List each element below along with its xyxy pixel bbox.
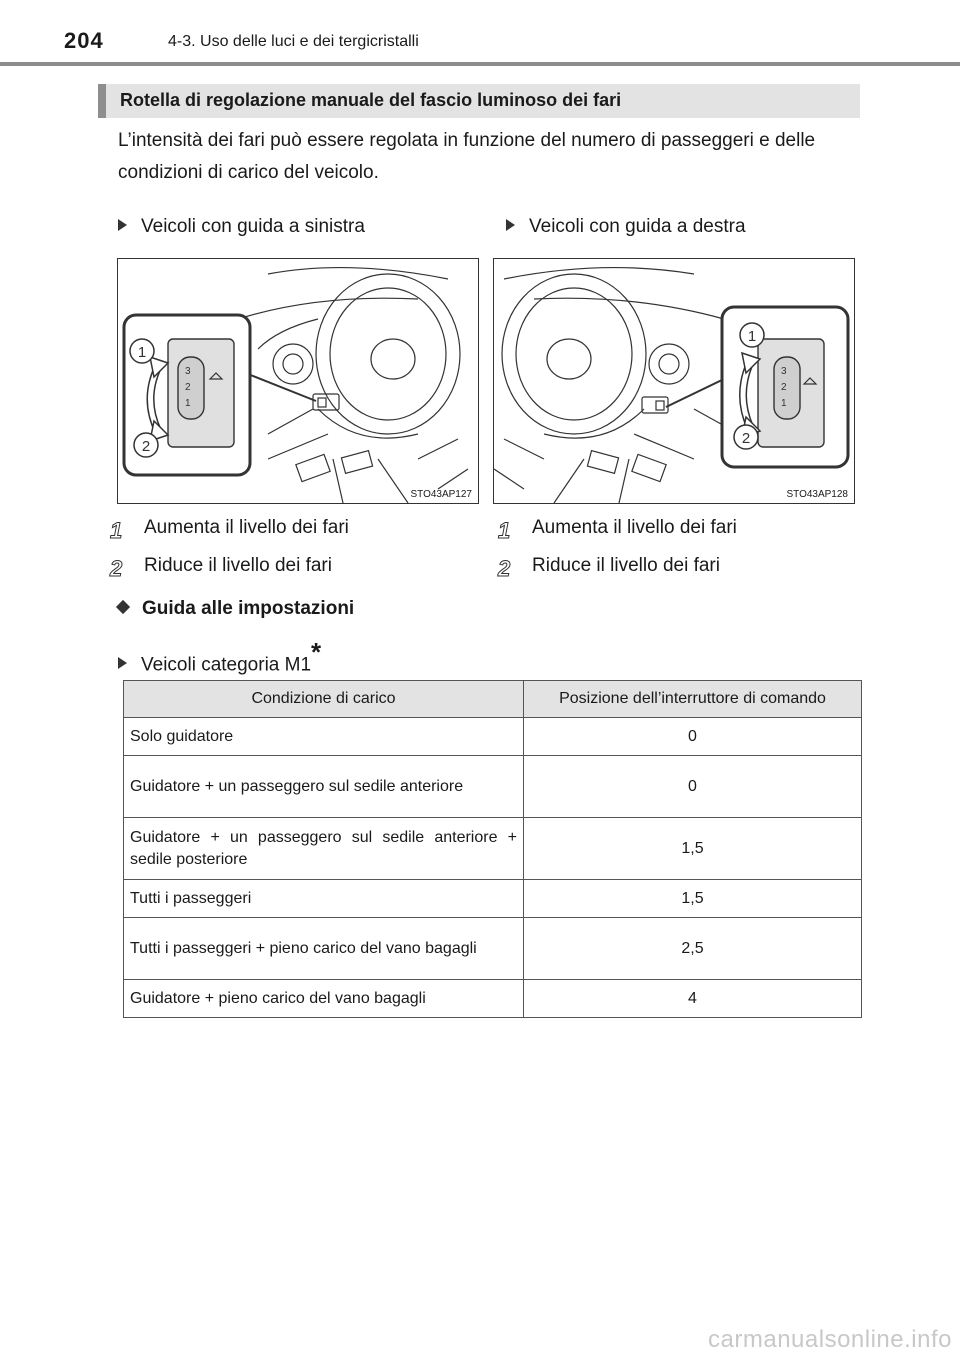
legend-number: 2	[498, 556, 511, 581]
left-hand-drive-caption	[118, 216, 365, 238]
right-hand-drive-caption	[506, 216, 746, 238]
svg-text:3: 3	[185, 366, 191, 377]
table-row	[124, 880, 862, 918]
dashboard-drawing	[494, 259, 854, 503]
condition-cell: Tutti i passeggeri	[124, 880, 524, 918]
position-cell: 4	[524, 980, 862, 1018]
table-row	[124, 718, 862, 756]
svg-text:1: 1	[781, 398, 787, 409]
settings-guide-heading-text: Guida alle impostazioni	[142, 598, 355, 619]
intro-paragraph: L’intensità dei fari può essere regolata in funzione del numero di passeggeri e delle condizioni di carico del veicolo.	[118, 130, 816, 183]
legend-text: Aumenta il livello dei fari	[144, 517, 349, 538]
watermark: carmanualsonline.info	[708, 1326, 952, 1353]
triangle-bullet-icon	[118, 219, 127, 231]
footnote-asterisk: *	[311, 637, 322, 667]
table-header-row	[124, 681, 862, 718]
condition-cell: Guidatore + pieno carico del vano bagagli	[124, 980, 524, 1018]
svg-text:2: 2	[781, 382, 787, 393]
column-header-condition: Condizione di carico	[124, 681, 524, 718]
figure-code: STO43AP128	[786, 489, 848, 500]
figure-code: STO43AP127	[410, 489, 472, 500]
legend-number: 1	[110, 518, 123, 543]
position-cell: 1,5	[524, 818, 862, 880]
legend-text: Riduce il livello dei fari	[144, 555, 332, 576]
section-title: Rotella di regolazione manuale del fascio luminoso dei fari	[120, 90, 622, 110]
table-row	[124, 756, 862, 818]
settings-guide-heading	[118, 598, 354, 620]
column-header-position: Posizione dell’interruttore di comando	[524, 681, 862, 718]
svg-text:3: 3	[781, 366, 787, 377]
position-cell: 0	[524, 756, 862, 818]
table-row	[124, 918, 862, 980]
dashboard-drawing	[118, 259, 478, 503]
table-row	[124, 818, 862, 880]
svg-text:2: 2	[185, 382, 191, 393]
svg-text:1: 1	[185, 398, 191, 409]
legend-text: Riduce il livello dei fari	[532, 555, 720, 576]
left-hand-drive-illustration	[117, 258, 479, 504]
position-cell: 1,5	[524, 880, 862, 918]
left-caption-text: Veicoli con guida a sinistra	[141, 216, 365, 237]
condition-cell: Guidatore + un passeggero sul sedile anteriore	[124, 756, 524, 818]
right-hand-drive-illustration	[493, 258, 855, 504]
section-title-bar	[98, 84, 860, 118]
dial-label-down: 2	[141, 438, 151, 455]
load-settings-table	[123, 680, 862, 1018]
condition-cell: Guidatore + un passeggero sul sedile anteriore + sedile posteriore	[124, 818, 524, 880]
chapter-title: 4-3. Uso delle luci e dei tergicristalli	[168, 33, 419, 50]
triangle-bullet-icon	[118, 657, 127, 669]
legend-number: 1	[498, 518, 511, 543]
vehicle-category-caption	[118, 639, 321, 676]
page-number: 204	[64, 28, 104, 53]
triangle-bullet-icon	[506, 219, 515, 231]
dial-label-down: 2	[741, 430, 751, 447]
condition-cell: Solo guidatore	[124, 718, 524, 756]
legend-number: 2	[110, 556, 123, 581]
table-row	[124, 980, 862, 1018]
right-caption-text: Veicoli con guida a destra	[529, 216, 746, 237]
dial-label-up: 1	[137, 344, 147, 361]
dial-label-up: 1	[747, 328, 757, 345]
legend-text: Aumenta il livello dei fari	[532, 517, 737, 538]
condition-cell: Tutti i passeggeri + pieno carico del vano bagagli	[124, 918, 524, 980]
position-cell: 0	[524, 718, 862, 756]
vehicle-category-text: Veicoli categoria M1	[141, 654, 312, 676]
header-divider	[0, 62, 960, 66]
position-cell: 2,5	[524, 918, 862, 980]
square-bullet-icon	[116, 600, 130, 614]
page-header	[0, 0, 960, 68]
